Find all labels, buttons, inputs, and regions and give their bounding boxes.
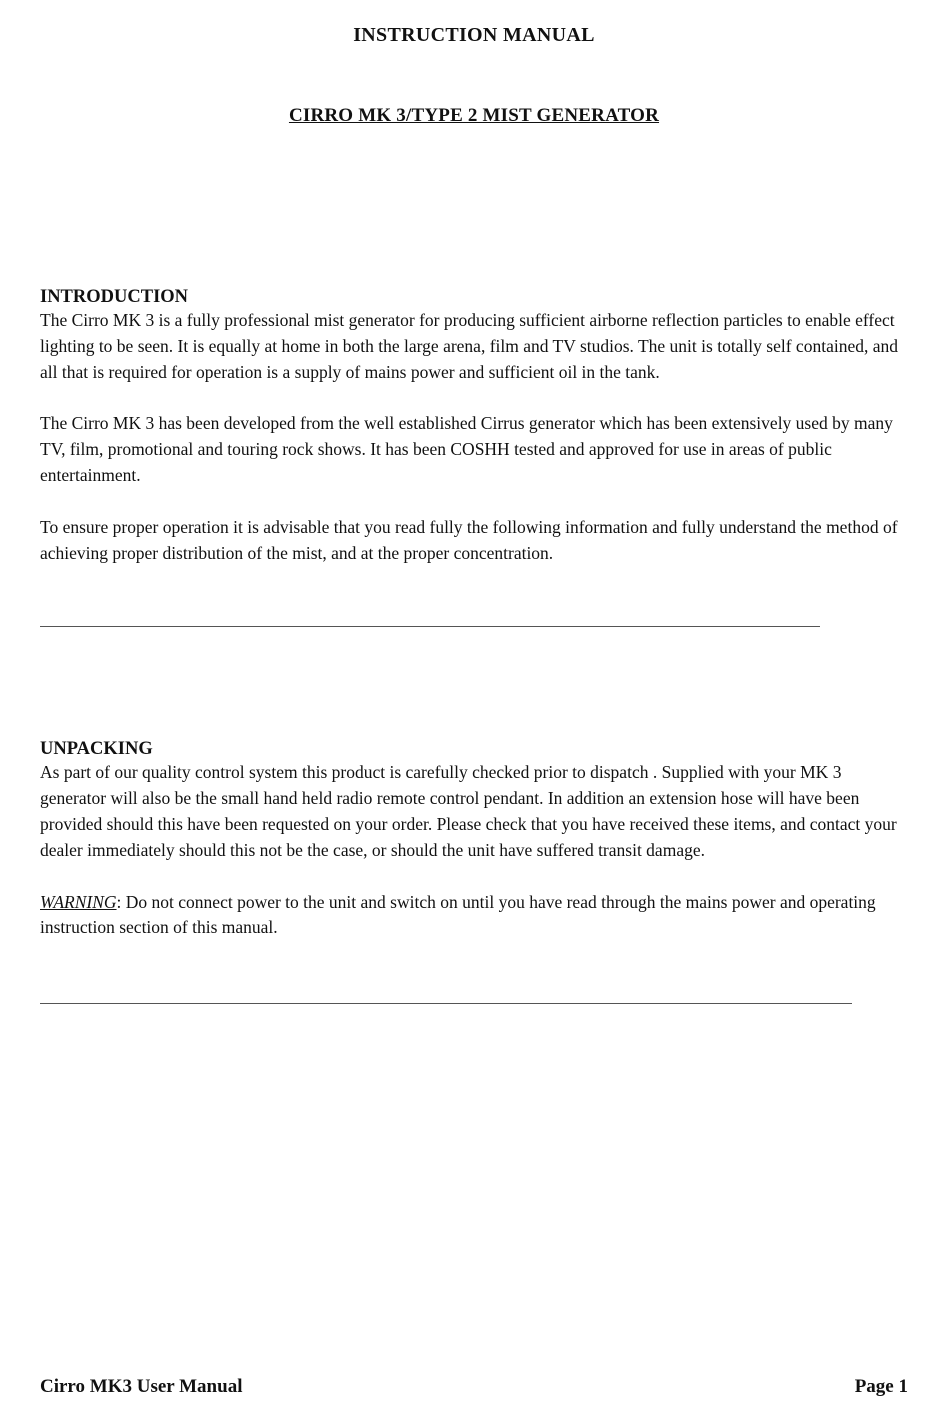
document-subtitle: CIRRO MK 3/TYPE 2 MIST GENERATOR xyxy=(288,105,660,126)
introduction-paragraph-1: The Cirro MK 3 is a fully professional mist generator for producing sufficient airborne reflection particles to enable effect lighting to be seen. It is equally at home in both the large arena, film and TV studios. The unit is totally self contained, and all that is required for operation is a supply of mains power and sufficient oil in the tank. xyxy=(40,310,898,382)
unpacking-paragraph-1: As part of our quality control system this product is carefully checked prior to dispatch . Supplied with your MK 3 generator will also be the small hand held radio remote control pendant. In addition an extension hose will have been provided should this have been requested on your order. Please check that you have received these items, and contact your dealer immediately should this not be the case, or should the unit have suffered transit damage. xyxy=(40,762,897,860)
section-divider-2 xyxy=(40,1003,852,1004)
unpacking-heading: UNPACKING xyxy=(40,739,153,760)
introduction-heading: INTRODUCTION xyxy=(40,287,189,307)
footer-document-name: Cirro MK3 User Manual xyxy=(40,1376,243,1397)
footer-page-number: Page 1 xyxy=(854,1376,908,1397)
warning-label: WARNING xyxy=(40,891,117,912)
document-title: INSTRUCTION MANUAL xyxy=(353,24,595,46)
warning-text: : Do not connect power to the unit and switch on until you have read through the mains power and operating instruction section of this manual. xyxy=(40,891,876,938)
introduction-section xyxy=(40,287,908,566)
unpacking-section xyxy=(40,739,908,941)
warning-paragraph xyxy=(40,890,908,942)
introduction-paragraph-2: The Cirro MK 3 has been developed from the well established Cirrus generator which has been extensively used by many TV, film, promotional and touring rock shows. It has been COSHH tested and approved for use in areas of public entertainment. xyxy=(40,413,893,485)
spacer xyxy=(40,627,908,739)
page-footer xyxy=(40,1376,908,1398)
introduction-paragraph-3: To ensure proper operation it is advisable that you read fully the following information and fully understand the method of achieving proper distribution of the mist, and at the proper concentration. xyxy=(40,516,898,563)
